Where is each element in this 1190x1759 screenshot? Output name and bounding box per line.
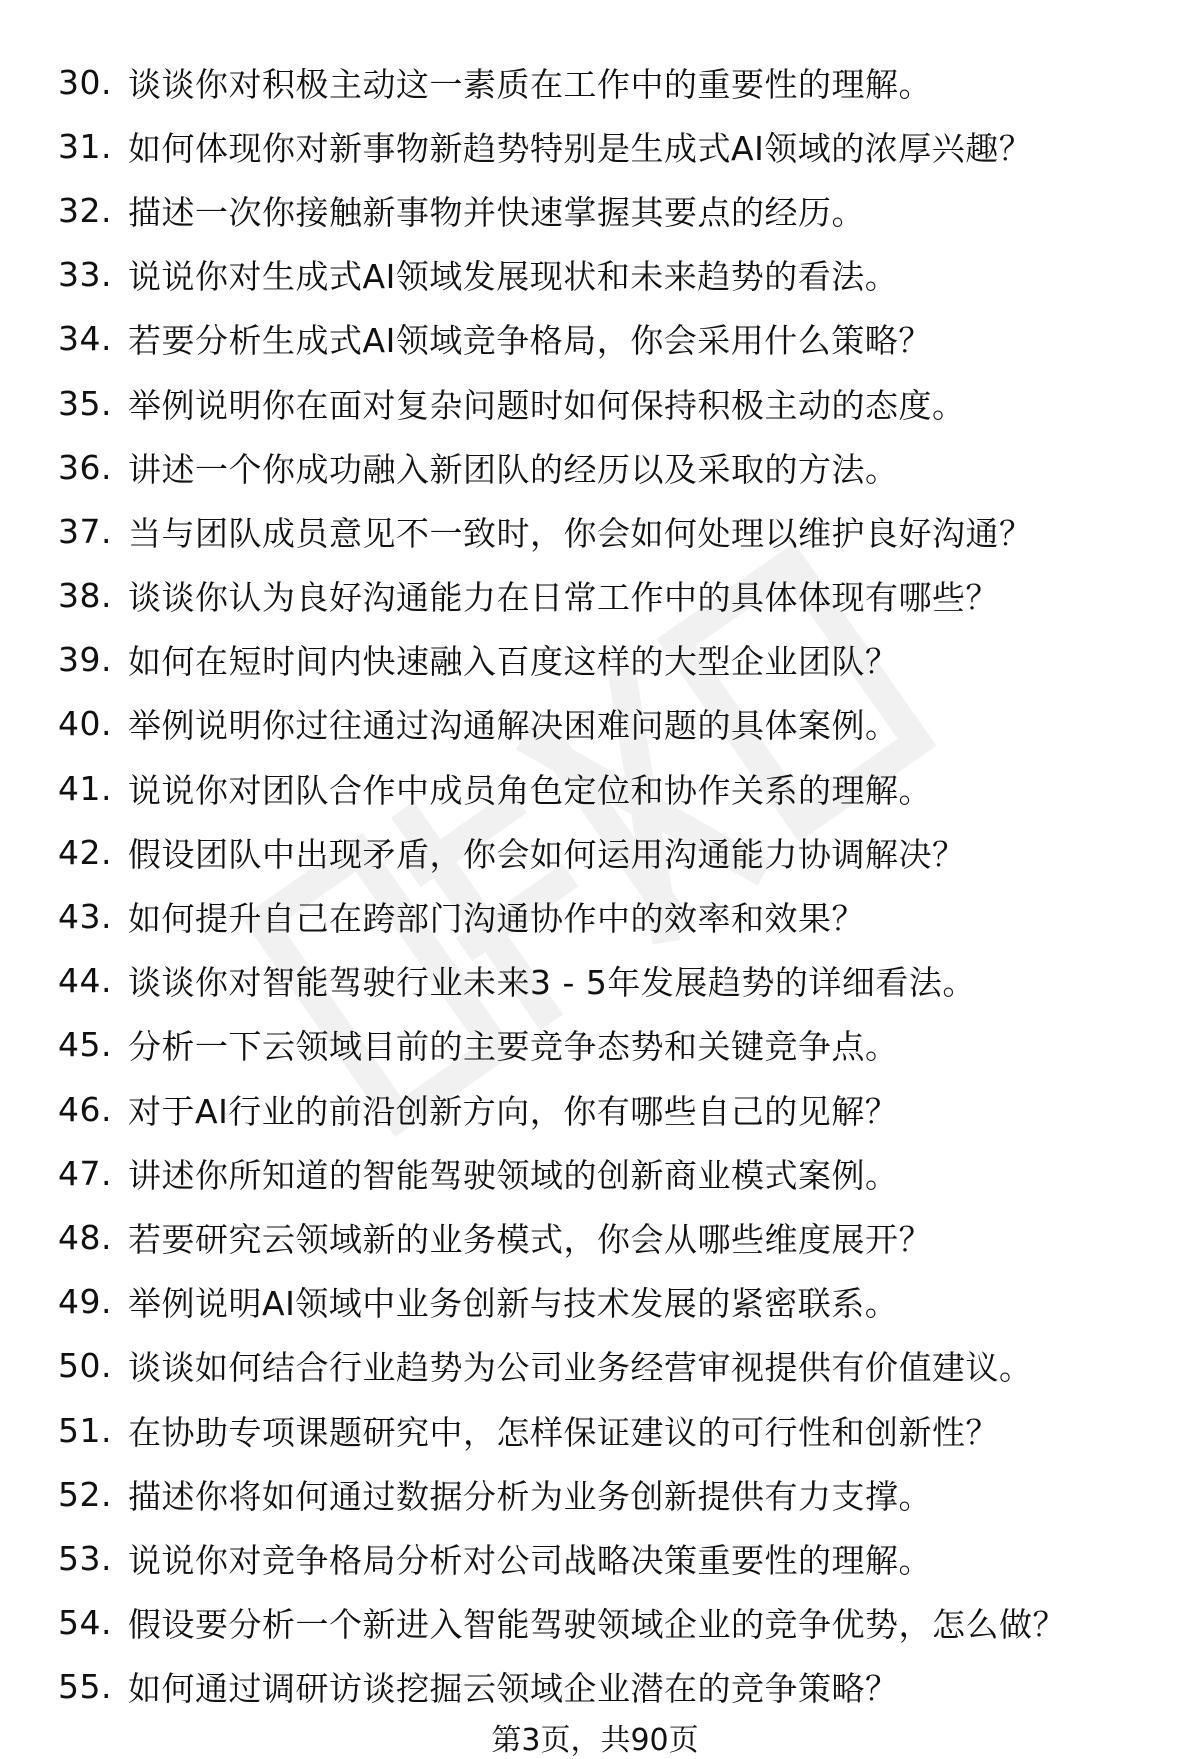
question-number: 45.: [58, 1025, 112, 1065]
page-number-label: 第3页，共90页: [491, 1723, 699, 1758]
list-item: [0, 692, 1190, 756]
list-item: [0, 756, 1190, 820]
question-text: 如何体现你对新事物新趋势特别是生成式AI领域的浓厚兴趣？: [128, 128, 1033, 168]
question-number: 30.: [58, 62, 112, 102]
question-number: 44.: [58, 961, 112, 1001]
question-text: 谈谈你认为良好沟通能力在日常工作中的具体体现有哪些？: [128, 578, 999, 618]
list-item: [0, 820, 1190, 884]
question-text: 分析一下云领域目前的主要竞争态势和关键竞争点。: [128, 1027, 899, 1067]
list-item: [0, 1591, 1190, 1655]
question-text: 举例说明你过往通过沟通解决困难问题的具体案例。: [128, 706, 899, 746]
question-number: 51.: [58, 1410, 112, 1450]
list-item: [0, 1205, 1190, 1269]
question-list: [0, 50, 1190, 1719]
question-text: 如何在短时间内快速融入百度这样的大型企业团队？: [128, 642, 899, 682]
question-text: 说说你对团队合作中成员角色定位和协作关系的理解。: [128, 770, 932, 810]
question-text: 描述你将如何通过数据分析为业务创新提供有力支撑。: [128, 1476, 932, 1516]
question-number: 46.: [58, 1089, 112, 1129]
question-number: 42.: [58, 832, 112, 872]
list-item: [0, 1526, 1190, 1590]
list-item: [0, 1655, 1190, 1719]
question-text: 假设要分析一个新进入智能驾驶领域企业的竞争优势，怎么做？: [128, 1605, 1066, 1645]
question-number: 43.: [58, 897, 112, 937]
list-item: [0, 50, 1190, 114]
question-number: 35.: [58, 383, 112, 423]
question-number: 36.: [58, 447, 112, 487]
question-number: 50.: [58, 1346, 112, 1386]
list-item: [0, 1334, 1190, 1398]
list-item: [0, 435, 1190, 499]
list-item: [0, 499, 1190, 563]
list-item: [0, 628, 1190, 692]
question-number: 37.: [58, 511, 112, 551]
question-text: 在协助专项课题研究中，怎样保证建议的可行性和创新性？: [128, 1412, 999, 1452]
question-number: 40.: [58, 704, 112, 744]
list-item: [0, 949, 1190, 1013]
question-number: 41.: [58, 768, 112, 808]
list-item: [0, 1398, 1190, 1462]
question-text: 举例说明你在面对复杂问题时如何保持积极主动的态度。: [128, 385, 966, 425]
question-text: 当与团队成员意见不一致时，你会如何处理以维护良好沟通？: [128, 513, 1033, 553]
question-text: 说说你对生成式AI领域发展现状和未来趋势的看法。: [128, 257, 899, 297]
list-item: [0, 371, 1190, 435]
question-number: 34.: [58, 319, 112, 359]
question-text: 谈谈你对智能驾驶行业未来3 - 5年发展趋势的详细看法。: [128, 963, 976, 1003]
question-number: 55.: [58, 1667, 112, 1707]
question-text: 若要研究云领域新的业务模式，你会从哪些维度展开？: [128, 1219, 932, 1259]
question-number: 31.: [58, 126, 112, 166]
question-number: 32.: [58, 190, 112, 230]
question-text: 假设团队中出现矛盾，你会如何运用沟通能力协调解决？: [128, 834, 966, 874]
list-item: [0, 114, 1190, 178]
list-item: [0, 1077, 1190, 1141]
list-item: [0, 1462, 1190, 1526]
question-number: 53.: [58, 1538, 112, 1578]
question-number: 54.: [58, 1603, 112, 1643]
question-text: 讲述一个你成功融入新团队的经历以及采取的方法。: [128, 449, 899, 489]
list-item: [0, 884, 1190, 948]
list-item: [0, 564, 1190, 628]
list-item: [0, 1270, 1190, 1334]
question-number: 47.: [58, 1153, 112, 1193]
list-item: [0, 178, 1190, 242]
list-item: [0, 1141, 1190, 1205]
page-footer: [0, 1715, 1190, 1759]
question-number: 38.: [58, 576, 112, 616]
list-item: [0, 307, 1190, 371]
question-text: 如何通过调研访谈挖掘云领域企业潜在的竞争策略？: [128, 1669, 899, 1709]
question-text: 讲述你所知道的智能驾驶领域的创新商业模式案例。: [128, 1155, 899, 1195]
question-number: 33.: [58, 255, 112, 295]
question-text: 对于AI行业的前沿创新方向，你有哪些自己的见解？: [128, 1091, 899, 1131]
question-text: 谈谈你对积极主动这一素质在工作中的重要性的理解。: [128, 64, 932, 104]
list-item: [0, 1013, 1190, 1077]
question-text: 谈谈如何结合行业趋势为公司业务经营审视提供有价值建议。: [128, 1348, 1033, 1388]
question-text: 描述一次你接触新事物并快速掌握其要点的经历。: [128, 192, 865, 232]
list-item: [0, 243, 1190, 307]
question-number: 48.: [58, 1217, 112, 1257]
question-text: 说说你对竞争格局分析对公司战略决策重要性的理解。: [128, 1540, 932, 1580]
question-text: 举例说明AI领域中业务创新与技术发展的紧密联系。: [128, 1284, 899, 1324]
question-text: 如何提升自己在跨部门沟通协作中的效率和效果？: [128, 899, 865, 939]
question-number: 49.: [58, 1282, 112, 1322]
question-text: 若要分析生成式AI领域竞争格局，你会采用什么策略？: [128, 321, 932, 361]
question-number: 39.: [58, 640, 112, 680]
question-number: 52.: [58, 1474, 112, 1514]
